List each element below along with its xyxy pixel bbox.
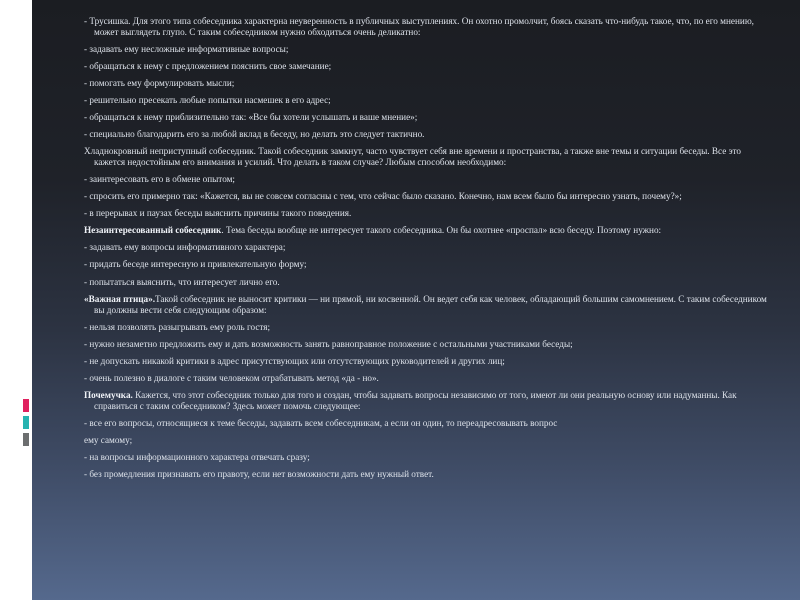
paragraph bbox=[84, 16, 774, 38]
paragraph bbox=[84, 259, 774, 270]
accent-bar-gray bbox=[23, 433, 29, 446]
paragraph bbox=[84, 435, 774, 446]
paragraph-bold-lead: Почемучка. bbox=[84, 389, 133, 400]
paragraph-text: Кажется, что этот собеседник только для того и создан, чтобы задавать вопросы независимо от того, имеют ли они реальную основу или надуманны. Как справиться с таким собеседником? Здесь может помочь следующее: bbox=[94, 389, 737, 411]
paragraph-text: - очень полезно в диалоге с таким человеком отрабатывать метод «да - но». bbox=[84, 372, 379, 383]
slide-text-body bbox=[84, 16, 774, 486]
paragraph-text: - на вопросы информационного характера отвечать сразу; bbox=[84, 451, 310, 462]
paragraph bbox=[84, 78, 774, 89]
paragraph-text: - заинтересовать его в обмене опытом; bbox=[84, 174, 235, 185]
paragraph bbox=[84, 339, 774, 350]
paragraph bbox=[84, 469, 774, 480]
paragraph bbox=[84, 390, 774, 412]
paragraph bbox=[84, 452, 774, 463]
paragraph-text: . Тема беседы вообще не интересует такого собеседника. Он бы охотнее «проспал» всю беседу. Поэтому нужно: bbox=[221, 225, 662, 236]
paragraph-text: - Трусишка. Для этого типа собеседника характерна неуверенность в публичных выступлениях. Он охотно промолчит, боясь сказать что-нибудь такое, что, по его мнению, может выглядеть глупо. С таким собеседником нужно обходиться очень деликатно: bbox=[84, 16, 754, 38]
accent-bar-pink bbox=[23, 399, 29, 412]
paragraph bbox=[84, 242, 774, 253]
paragraph-text: - задавать ему несложные информативные вопросы; bbox=[84, 44, 289, 55]
paragraph bbox=[84, 174, 774, 185]
paragraph-text: - в перерывах и паузах беседы выяснить причины такого поведения. bbox=[84, 208, 352, 219]
paragraph-text: - придать беседе интересную и привлекательную форму; bbox=[84, 259, 307, 270]
paragraph-bold-lead: «Важная птица». bbox=[84, 293, 156, 304]
paragraph-text: - нужно незаметно предложить ему и дать возможность занять равноправное положение с остальными участниками беседы; bbox=[84, 338, 573, 349]
paragraph-text: - обращаться к нему с предложением пояснить свое замечание; bbox=[84, 61, 332, 72]
paragraph-text: - задавать ему вопросы информативного характера; bbox=[84, 242, 286, 253]
paragraph-text: - обращаться к нему приблизительно так: «Все бы хотели услышать и ваше мнение»; bbox=[84, 112, 418, 123]
paragraph bbox=[84, 95, 774, 106]
paragraph-text: Такой собеседник не выносит критики — ни прямой, ни косвенной. Он ведет себя как человек, обладающий большим самомнением. С таким собеседником вы должны вести себя следующим образом: bbox=[94, 293, 767, 315]
paragraph bbox=[84, 208, 774, 219]
paragraph-bold-lead: Незаинтересованный собеседник bbox=[84, 225, 222, 236]
slide-background bbox=[32, 0, 800, 600]
paragraph bbox=[84, 112, 774, 123]
paragraph bbox=[84, 225, 774, 236]
paragraph-text: - специально благодарить его за любой вклад в беседу, но делать это следует тактично. bbox=[84, 129, 425, 140]
paragraph-text: - решительно пресекать любые попытки насмешек в его адрес; bbox=[84, 95, 331, 106]
paragraph-text: - нельзя позволять разыгрывать ему роль гостя; bbox=[84, 321, 271, 332]
paragraph bbox=[84, 61, 774, 72]
paragraph bbox=[84, 294, 774, 316]
paragraph bbox=[84, 191, 774, 202]
paragraph bbox=[84, 277, 774, 288]
paragraph bbox=[84, 129, 774, 140]
paragraph-text: - помогать ему формулировать мысли; bbox=[84, 78, 235, 89]
paragraph bbox=[84, 146, 774, 168]
paragraph bbox=[84, 322, 774, 333]
paragraph-text: - попытаться выяснить, что интересует лично его. bbox=[84, 276, 280, 287]
accent-bar-teal bbox=[23, 416, 29, 429]
paragraph bbox=[84, 418, 774, 429]
paragraph-text: - без промедления признавать его правоту, если нет возможности дать ему нужный ответ. bbox=[84, 468, 434, 479]
paragraph-text: ему самому; bbox=[84, 434, 133, 445]
paragraph bbox=[84, 44, 774, 55]
paragraph-text: Хладнокровный неприступный собеседник. Такой собеседник замкнут, часто чувствует себя вне времени и пространства, а также вне темы и ситуации беседы. Все это кажется недостойным его внимания и усилий. Что делать в таком случае? Любым способом необходимо: bbox=[84, 146, 742, 168]
paragraph bbox=[84, 373, 774, 384]
paragraph-text: - не допускать никакой критики в адрес присутствующих или отсутствующих руководителей и других лиц; bbox=[84, 355, 505, 366]
paragraph bbox=[84, 356, 774, 367]
paragraph-text: - спросить его примерно так: «Кажется, вы не совсем согласны с тем, что сейчас было сказано. Конечно, нам всем было бы интересно узнать, почему?»; bbox=[84, 191, 682, 202]
paragraph-text: - все его вопросы, относящиеся к теме беседы, задавать всем собеседникам, а если он один, то переадресовывать вопрос bbox=[84, 417, 558, 428]
